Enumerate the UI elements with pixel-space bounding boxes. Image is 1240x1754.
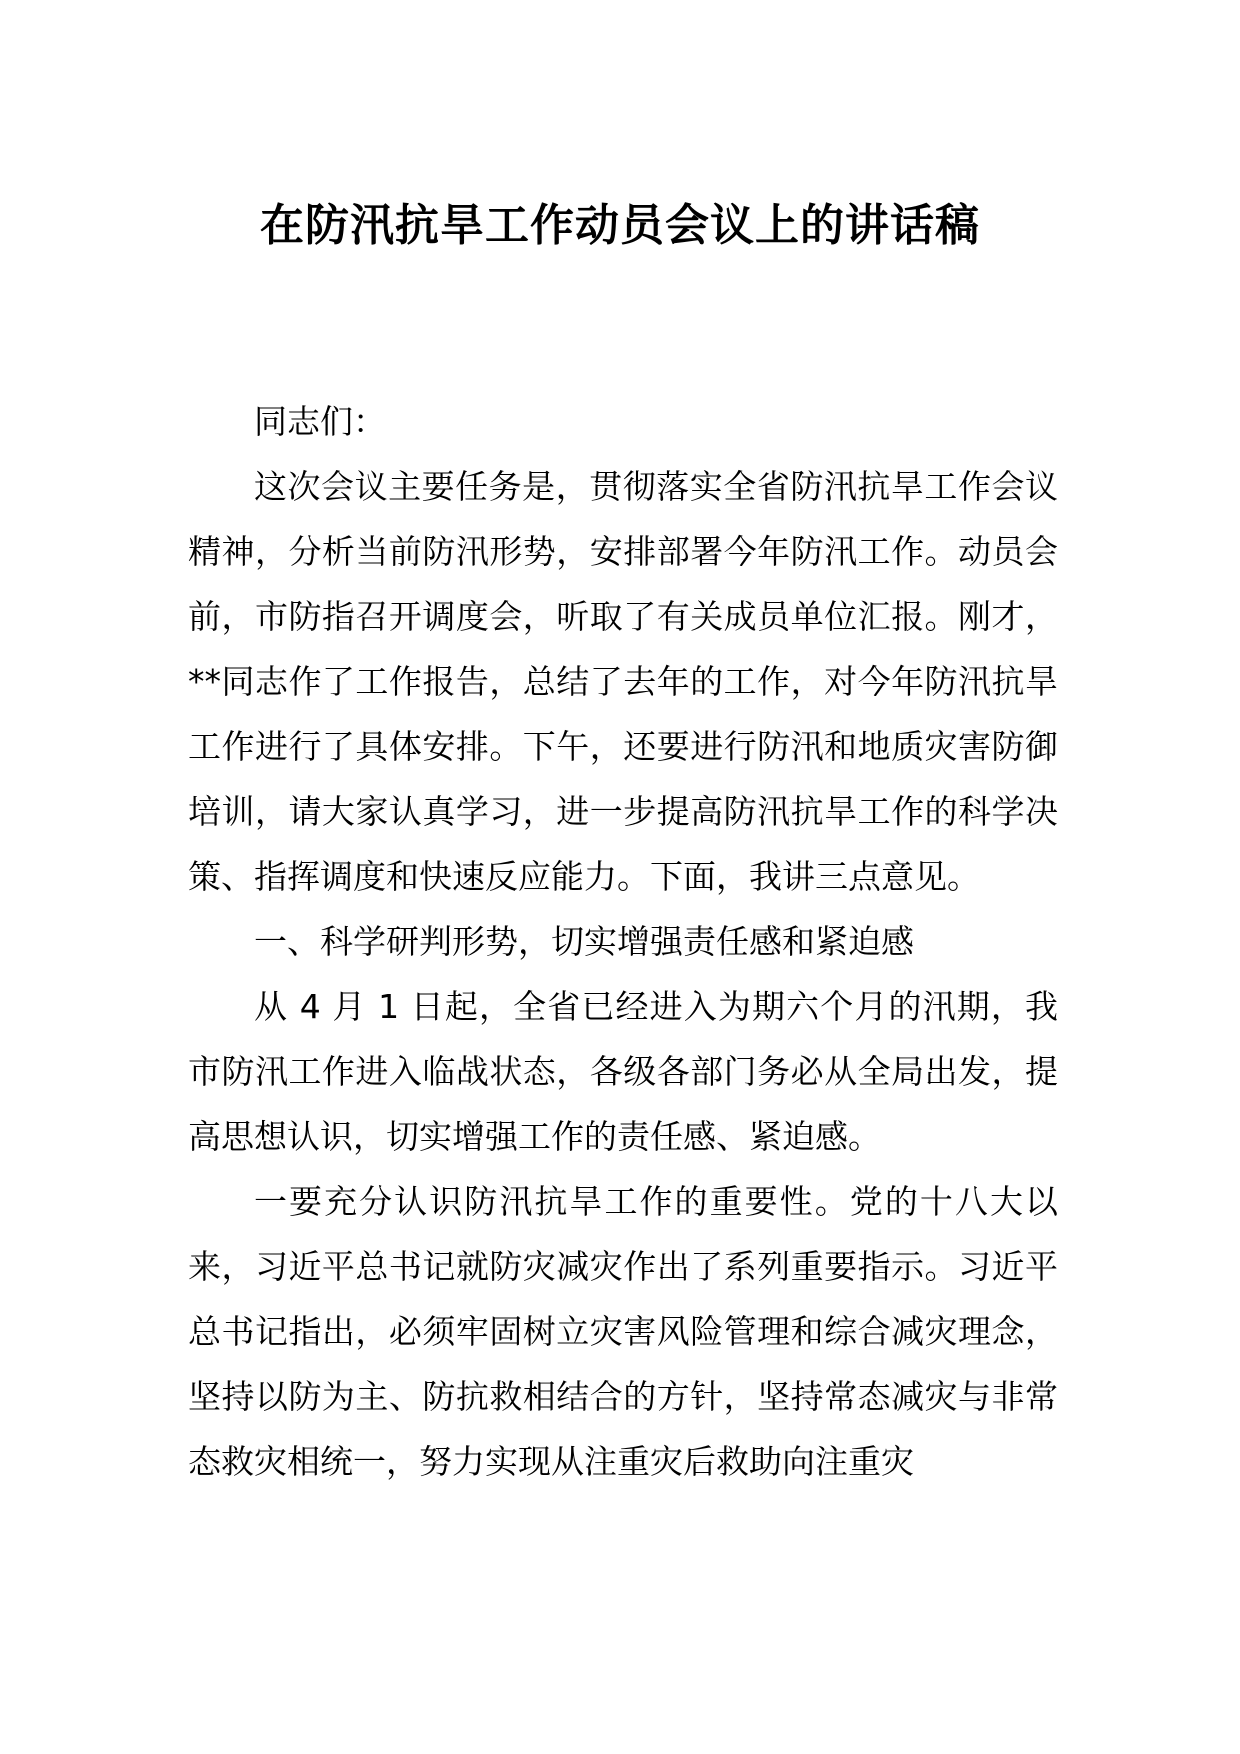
- body-paragraph: 从 4 月 1 日起，全省已经进入为期六个月的汛期，我市防汛工作进入临战状态，各级各部门务必从全局出发，提高思想认识，切实增强工作的责任感、紧迫感。: [188, 987, 1058, 1156]
- document-title: 在防汛抗旱工作动员会议上的讲话稿: [260, 200, 980, 251]
- document-body: [188, 389, 1058, 1494]
- section-heading: 一、科学研判形势，切实增强责任感和紧迫感: [254, 922, 914, 961]
- salutation-paragraph: 同志们：: [254, 402, 386, 441]
- body-paragraph: 一要充分认识防汛抗旱工作的重要性。党的十八大以来，习近平总书记就防灾减灾作出了系列重要指示。习近平总书记指出，必须牢固树立灾害风险管理和综合减灾理念，坚持以防为主、防抗救相结合的方针，坚持常态减灾与非常态救灾相统一，努力实现从注重灾后救助向注重灾: [188, 1182, 1058, 1481]
- intro-paragraph: 这次会议主要任务是，贯彻落实全省防汛抗旱工作会议精神，分析当前防汛形势，安排部署今年防汛工作。动员会前，市防指召开调度会，听取了有关成员单位汇报。刚才，**同志作了工作报告，总结了去年的工作，对今年防汛抗旱工作进行了具体安排。下午，还要进行防汛和地质灾害防御培训，请大家认真学习，进一步提高防汛抗旱工作的科学决策、指挥调度和快速反应能力。下面，我讲三点意见。: [188, 467, 1058, 896]
